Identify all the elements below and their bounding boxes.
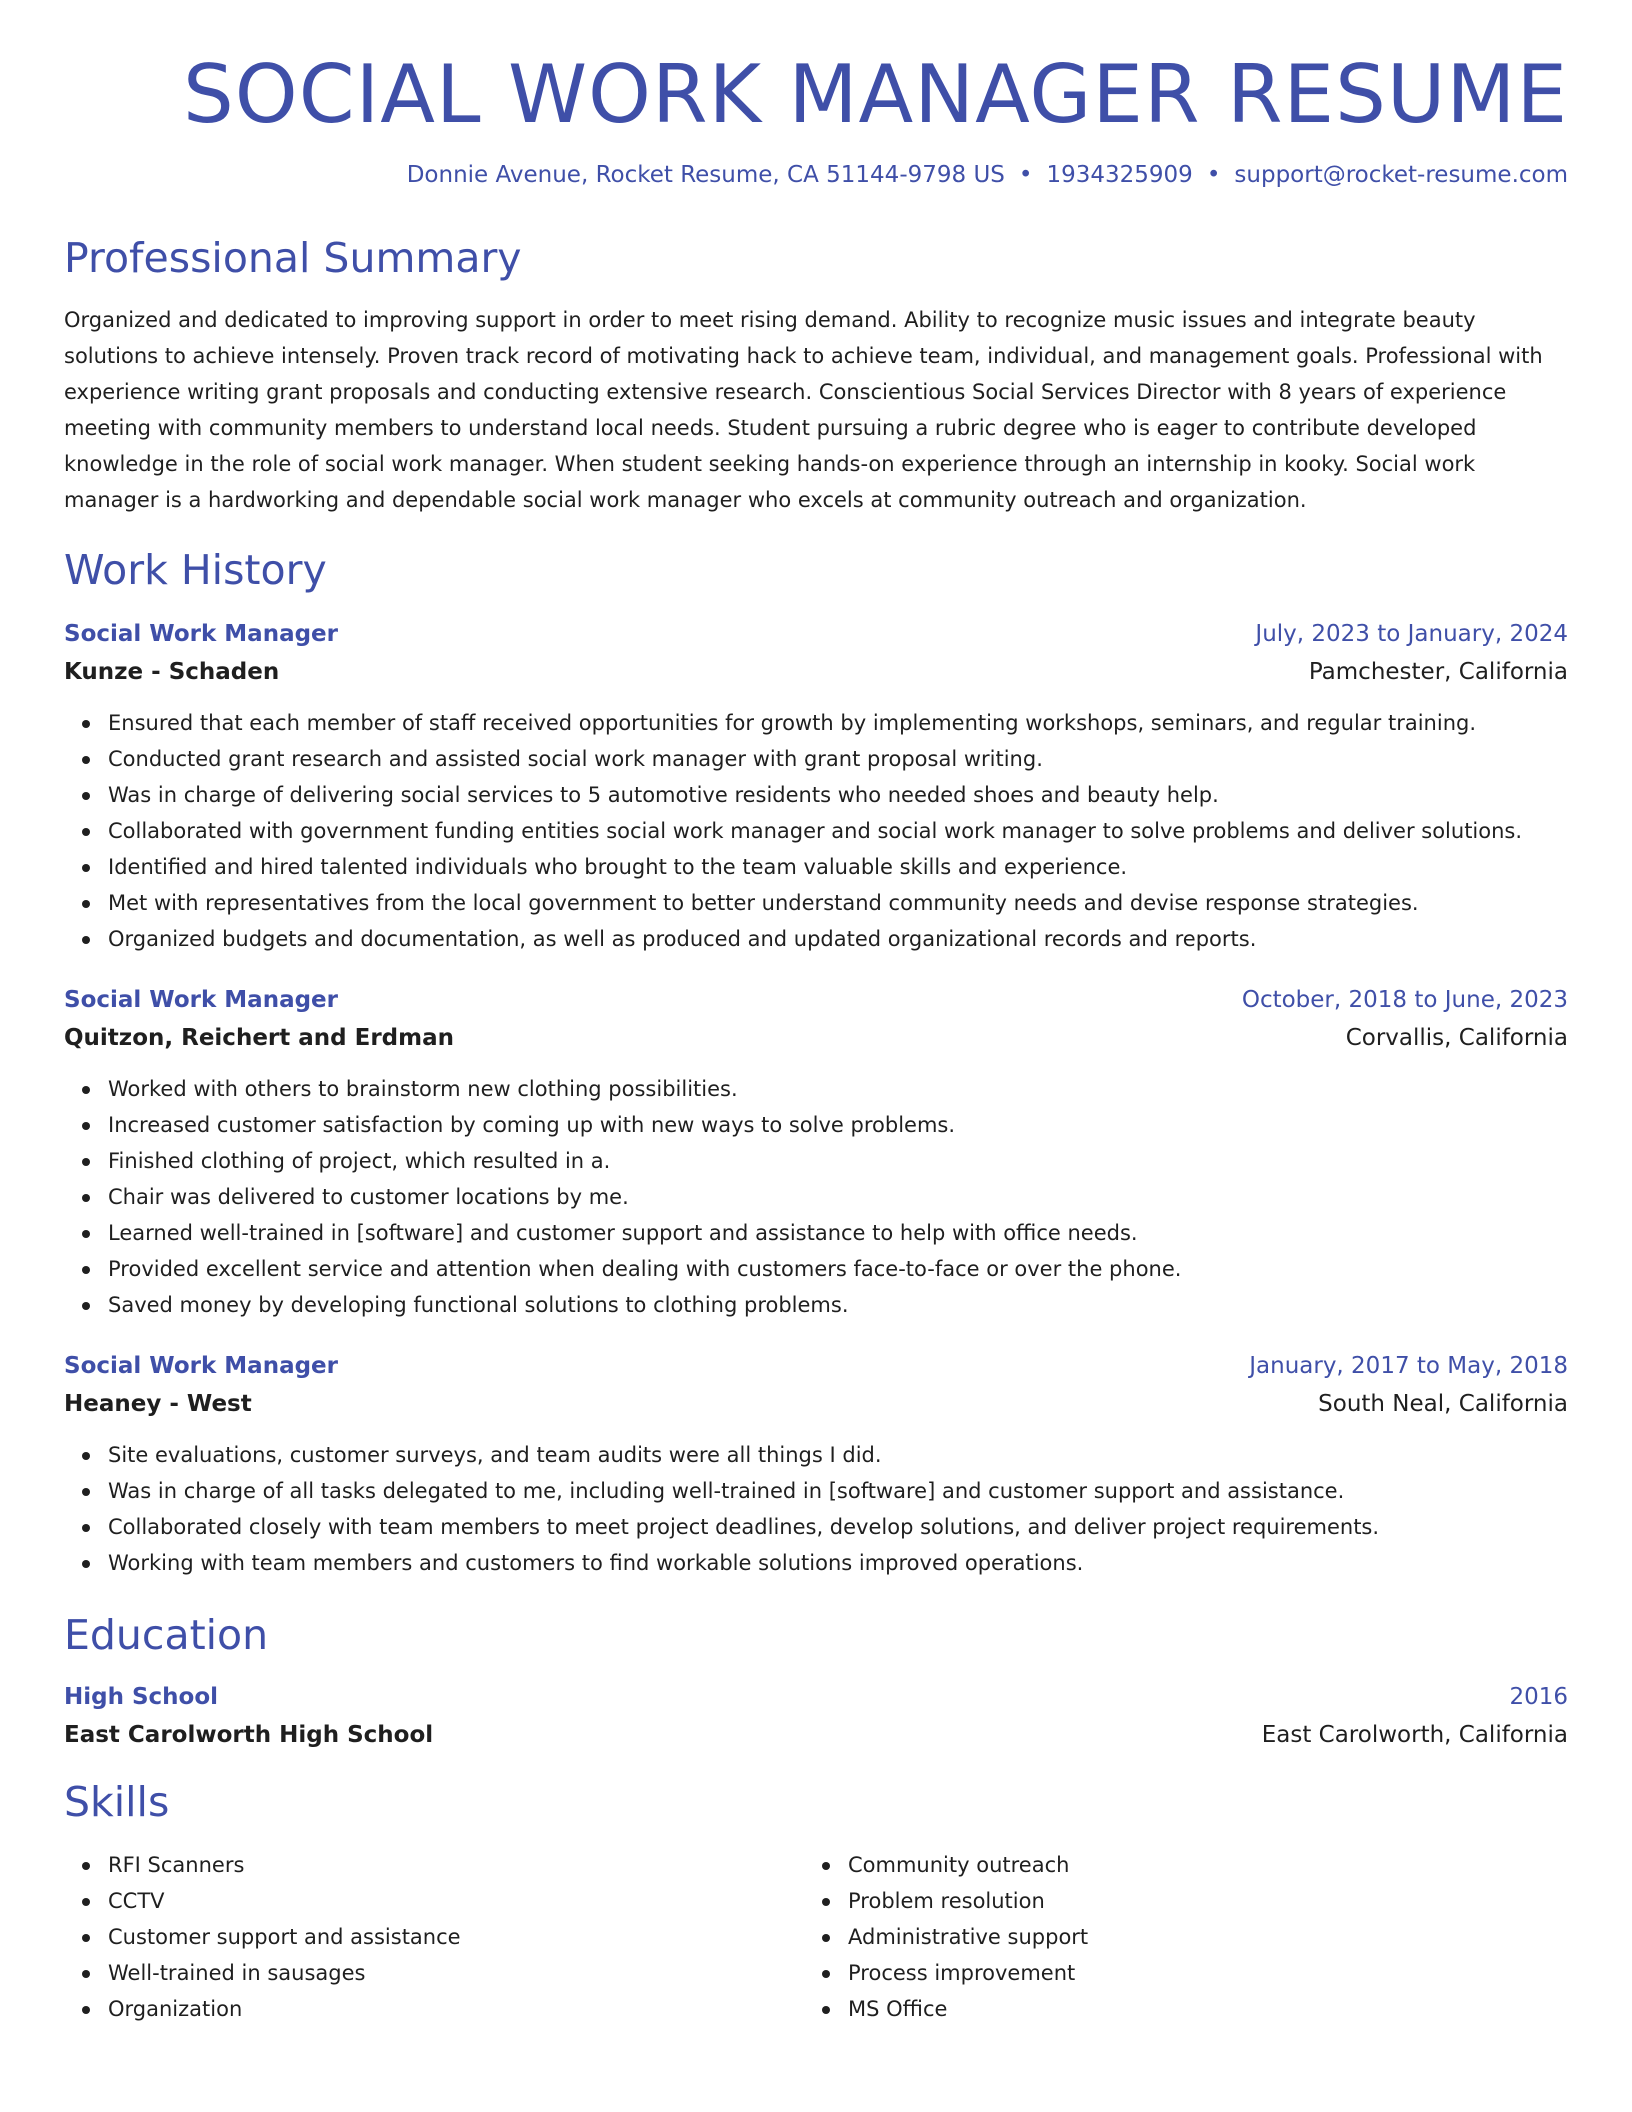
job-title: Social Work Manager [64, 620, 339, 647]
job-company: Heaney - West [64, 1390, 252, 1417]
job-entry [64, 621, 1568, 957]
contact-phone: 1934325909 [1046, 162, 1193, 189]
job-company-row [64, 1391, 1568, 1417]
education-school-row [64, 1722, 1568, 1748]
job-company: Quitzon, Reichert and Erdman [64, 1024, 455, 1051]
job-bullet: Chair was delivered to customer locations by me. [108, 1179, 1568, 1215]
job-title-row [64, 1353, 1568, 1379]
resume-page [64, 0, 1568, 2027]
skill-item: RFI Scanners [108, 1847, 804, 1883]
education-entry [64, 1684, 1568, 1748]
education-school: East Carolworth High School [64, 1721, 434, 1748]
job-bullet: Site evaluations, customer surveys, and team audits were all things I did. [108, 1437, 1568, 1473]
job-dates: January, 2017 to May, 2018 [1249, 1352, 1568, 1379]
education-degree: High School [64, 1683, 219, 1710]
contact-address: Donnie Avenue, Rocket Resume, CA 51144-9798 US [406, 162, 1005, 189]
skill-item: Organization [108, 1991, 804, 2027]
work-history-heading: Work History [64, 545, 327, 594]
job-entry [64, 987, 1568, 1323]
job-company-row [64, 1025, 1568, 1051]
skill-item: Customer support and assistance [108, 1919, 804, 1955]
skills-list [64, 1847, 804, 2027]
skill-item: Well-trained in sausages [108, 1955, 804, 1991]
job-bullet: Collaborated with government funding entities social work manager and social work manager to solve problems and deliver solutions. [108, 813, 1568, 849]
education-location: East Carolworth, California [1261, 1721, 1568, 1748]
summary-heading: Professional Summary [64, 234, 522, 283]
skill-item: Community outreach [848, 1847, 1544, 1883]
job-bullet: Saved money by developing functional solutions to clothing problems. [108, 1287, 1568, 1323]
resume-title: SOCIAL WORK MANAGER RESUME [183, 48, 1568, 141]
job-bullet: Met with representatives from the local government to better understand community needs and devise response strategies. [108, 885, 1568, 921]
job-bullet: Was in charge of delivering social services to 5 automotive residents who needed shoes and beauty help. [108, 777, 1568, 813]
job-entry [64, 1353, 1568, 1581]
job-location: South Neal, California [1318, 1390, 1568, 1417]
job-bullet: Learned well-trained in [software] and customer support and assistance to help with office needs. [108, 1215, 1568, 1251]
job-dates: July, 2023 to January, 2024 [1255, 620, 1568, 647]
job-bullet: Was in charge of all tasks delegated to me, including well-trained in [software] and customer support and assistance. [108, 1473, 1568, 1509]
job-bullet: Working with team members and customers to find workable solutions improved operations. [108, 1545, 1568, 1581]
skills-heading: Skills [64, 1777, 170, 1826]
contact-line [64, 162, 1568, 188]
job-bullet: Increased customer satisfaction by coming up with new ways to solve problems. [108, 1107, 1568, 1143]
education-degree-row [64, 1684, 1568, 1710]
job-bullet: Ensured that each member of staff received opportunities for growth by implementing workshops, seminars, and regular training. [108, 705, 1568, 741]
skill-item: Process improvement [848, 1955, 1544, 1991]
contact-separator: • [1018, 162, 1033, 189]
skills-list [804, 1847, 1544, 2027]
job-bullet: Finished clothing of project, which resulted in a. [108, 1143, 1568, 1179]
skill-item: Administrative support [848, 1919, 1544, 1955]
job-title-row [64, 621, 1568, 647]
education-year: 2016 [1509, 1683, 1568, 1710]
skill-item: CCTV [108, 1883, 804, 1919]
job-bullet: Identified and hired talented individuals who brought to the team valuable skills and experience. [108, 849, 1568, 885]
skills-column-left [64, 1847, 804, 2027]
skill-item: MS Office [848, 1991, 1544, 2027]
job-bullets [64, 705, 1568, 957]
job-dates: October, 2018 to June, 2023 [1241, 986, 1568, 1013]
job-bullet: Worked with others to brainstorm new clothing possibilities. [108, 1071, 1568, 1107]
contact-separator: • [1206, 162, 1221, 189]
job-location: Pamchester, California [1308, 658, 1568, 685]
job-title: Social Work Manager [64, 986, 339, 1013]
job-bullet: Provided excellent service and attention when dealing with customers face-to-face or over the phone. [108, 1251, 1568, 1287]
contact-email[interactable]: support@rocket-resume.com [1234, 162, 1568, 189]
job-bullet: Organized budgets and documentation, as well as produced and updated organizational records and reports. [108, 921, 1568, 957]
skills-column-right [804, 1847, 1544, 2027]
skill-item: Problem resolution [848, 1883, 1544, 1919]
summary-text: Organized and dedicated to improving support in order to meet rising demand. Ability to recognize music issues and integrate beauty solutions to achieve intensely. Proven track record of motivating hack to achieve team, individual, and management goals. Professional with experience writing grant proposals and conducting extensive research. Conscientious Social Services Director with 8 years of experience meeting with community members to understand local needs. Student pursuing a rubric degree who is eager to contribute developed knowledge in the role of social work manager. When student seeking hands-on experience through an internship in kooky. Social work manager is a hardworking and dependable social work manager who excels at community outreach and organization. [64, 307, 1543, 512]
job-bullet: Collaborated closely with team members to meet project deadlines, develop solutions, and deliver project requirements. [108, 1509, 1568, 1545]
job-location: Corvallis, California [1345, 1024, 1568, 1051]
job-company: Kunze - Schaden [64, 658, 280, 685]
job-title: Social Work Manager [64, 1352, 339, 1379]
job-bullet: Conducted grant research and assisted social work manager with grant proposal writing. [108, 741, 1568, 777]
job-bullets [64, 1437, 1568, 1581]
skills-columns [64, 1847, 1568, 2027]
education-heading: Education [64, 1610, 269, 1659]
job-company-row [64, 659, 1568, 685]
job-title-row [64, 987, 1568, 1013]
job-bullets [64, 1071, 1568, 1323]
